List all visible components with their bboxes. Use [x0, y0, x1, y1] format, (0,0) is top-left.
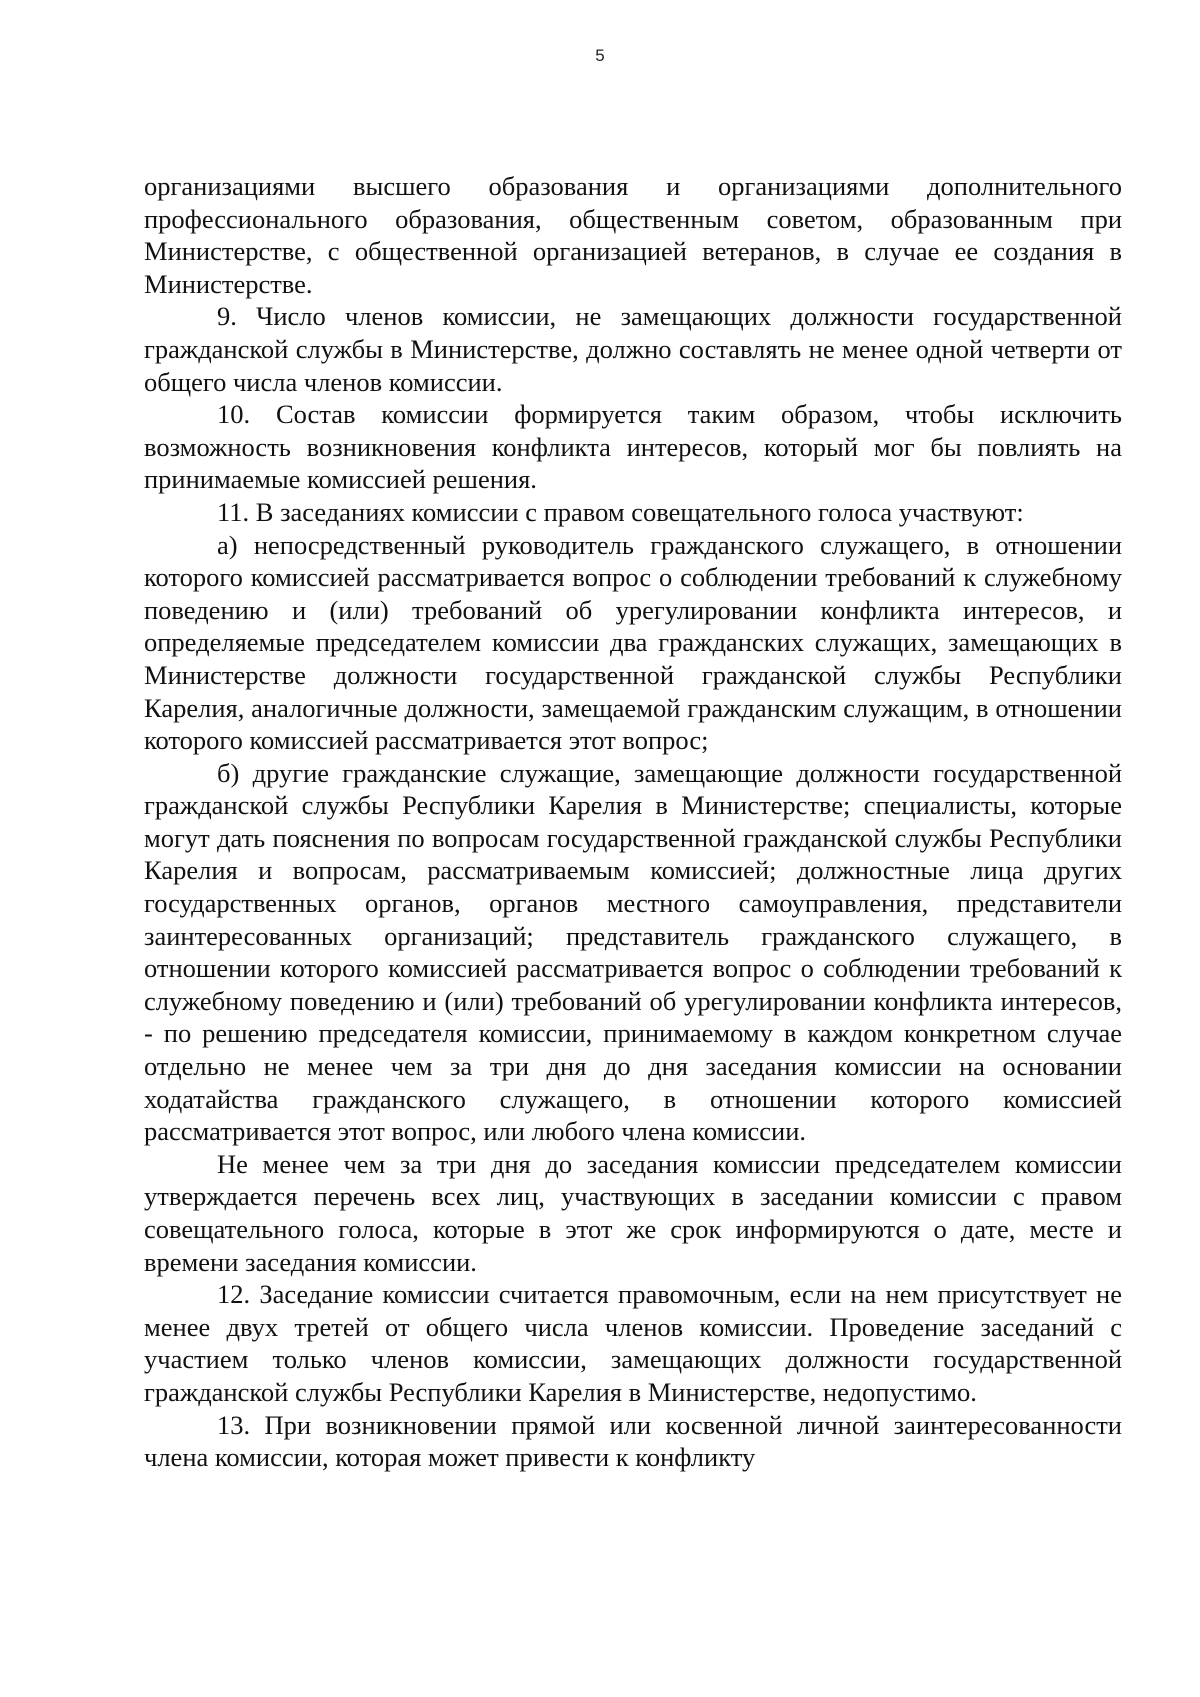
paragraph-subitem-b: б) другие гражданские служащие, замещающие должности государственной гражданской службы Республики Карелия в Министерстве; специалисты, которые могут дать пояснения по вопросам государственной гражданской службы Республики Карелия и вопросам, рассматриваемым комиссией; должностные лица других государственных органов, органов местного самоуправления, представители заинтересованных организаций; представитель гражданского служащего, в отношении которого комиссией рассматривается вопрос о соблюдении требований к служебному поведению и (или) требований об урегулировании конфликта интересов, - по решению председателя комиссии, принимаемому в каждом конкретном случае отдельно не менее чем за три дня до дня заседания комиссии на основании ходатайства гражданского служащего, в отношении которого комиссией рассматривается этот вопрос, или любого члена комиссии.: [144, 757, 1122, 1147]
paragraph-participants-list: Не менее чем за три дня до заседания комиссии председателем комиссии утверждается перечень всех лиц, участвующих в заседании комиссии с правом совещательного голоса, которые в этот же срок информируются о дате, месте и времени заседания комиссии.: [144, 1148, 1122, 1277]
paragraph-continuation: организациями высшего образования и организациями дополнительного профессионального образования, общественным советом, образованным при Министерстве, с общественной организацией ветеранов, в случае ее создания в Министерстве.: [144, 171, 1122, 299]
paragraph-item-12: 12. Заседание комиссии считается правомочным, если на нем присутствует не менее двух третей от общего числа членов комиссии. Проведение заседаний с участием только членов комиссии, замещающих должности государственной гражданской службы Республики Карелия в Министерстве, недопустимо.: [144, 1279, 1122, 1407]
document-body: [144, 170, 1122, 1474]
paragraph-item-11: 11. В заседаниях комиссии с правом совещательного голоса участвуют:: [217, 496, 1024, 527]
paragraph-item-10: 10. Состав комиссии формируется таким образом, чтобы исключить возможность возникновения конфликта интересов, который мог бы повлиять на принимаемые комиссией решения.: [144, 399, 1122, 495]
paragraph-subitem-a: а) непосредственный руководитель гражданского служащего, в отношении которого комиссией рассматривается вопрос о соблюдении требований к служебному поведению и (или) требований об урегулировании конфликта интересов, и определяемые председателем комиссии два гражданских служащих, замещающих в Министерстве должности государственной гражданской службы Республики Карелия, аналогичные должности, замещаемой гражданским служащим, в отношении которого комиссией рассматривается этот вопрос;: [144, 529, 1122, 756]
paragraph-item-9: 9. Число членов комиссии, не замещающих должности государственной гражданской службы в Министерстве, должно составлять не менее одной четверти от общего числа членов комиссии.: [144, 301, 1122, 397]
page-number: 5: [595, 46, 605, 65]
paragraph-item-13: 13. При возникновении прямой или косвенной личной заинтересованности члена комиссии, которая может привести к конфликту: [144, 1409, 1122, 1473]
